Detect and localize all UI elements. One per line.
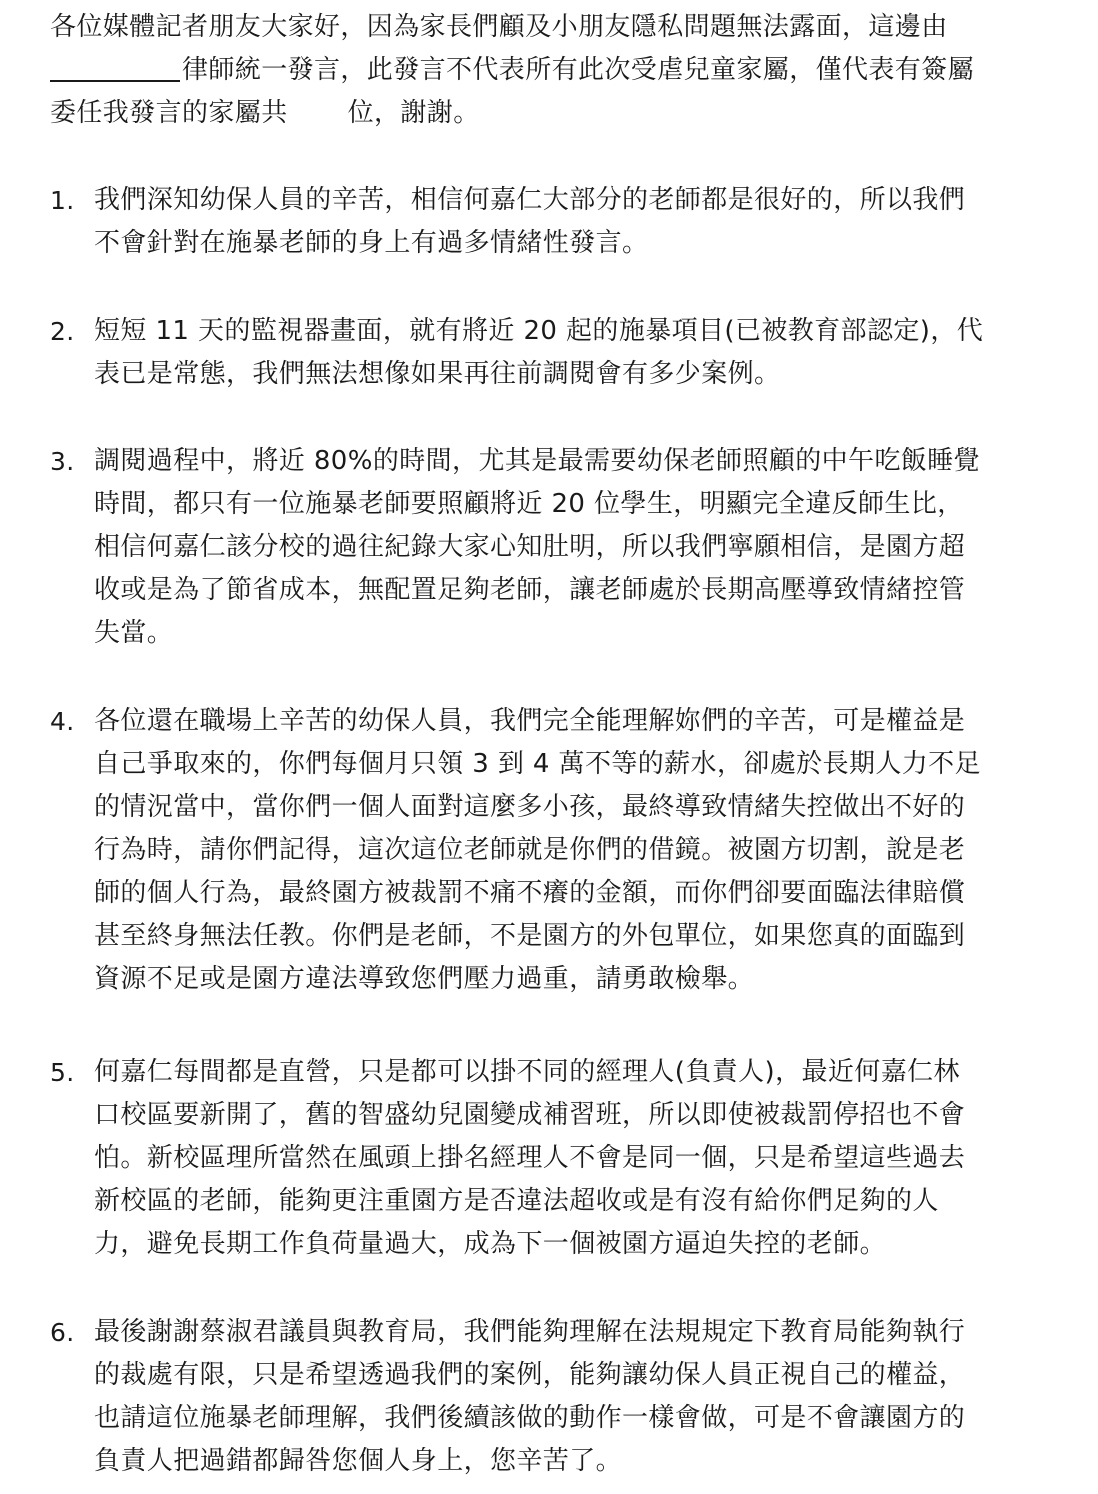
item-line: 何嘉仁每間都是直營，只是都可以掛不同的經理人(負責人)，最近何嘉仁林 <box>94 1057 960 1087</box>
item-line: 也請這位施暴老師理解，我們後續該做的動作一樣會做，可是不會讓園方的 <box>94 1403 966 1433</box>
item-line: 收或是為了節省成本，無配置足夠老師，讓老師處於長期高壓導致情緒控管 <box>94 575 966 605</box>
item-line: 時間，都只有一位施暴老師要照顧將近 20 位學生，明顯完全違反師生比， <box>94 489 964 519</box>
item-line: 不會針對在施暴老師的身上有過多情緒性發言。 <box>94 228 649 258</box>
intro-line <box>50 49 1060 92</box>
item-line: 表已是常態，我們無法想像如果再往前調閱會有多少案例。 <box>94 359 781 389</box>
item-line: 怕。新校區理所當然在風頭上掛名經理人不會是同一個，只是希望這些過去 <box>94 1143 966 1173</box>
item-number: 2. <box>50 317 75 346</box>
lawyer-name-blank <box>50 50 180 82</box>
item-line: 行為時，請你們記得，這次這位老師就是你們的借鏡。被園方切割，說是老 <box>94 835 966 865</box>
item-line: 短短 11 天的監視器畫面，就有將近 20 起的施暴項目(已被教育部認定)，代 <box>94 316 984 346</box>
list-item <box>50 440 1098 655</box>
list-item <box>50 1051 1098 1266</box>
item-line: 各位還在職場上辛苦的幼保人員，我們完全能理解妳們的辛苦，可是權益是 <box>94 706 966 736</box>
intro-line-text: 律師統一發言，此發言不代表所有此次受虐兒童家屬，僅代表有簽屬 <box>182 55 975 85</box>
item-number: 1. <box>50 186 75 215</box>
intro-line <box>50 92 1060 135</box>
item-number: 3. <box>50 447 75 476</box>
item-line: 的情況當中，當你們一個人面對這麼多小孩，最終導致情緒失控做出不好的 <box>94 792 966 822</box>
item-line: 力，避免長期工作負荷量過大，成為下一個被園方逼迫失控的老師。 <box>94 1229 887 1259</box>
intro-line-text: 位，謝謝。 <box>347 98 480 128</box>
intro-paragraph <box>50 0 1060 135</box>
statement-document <box>50 0 1060 1476</box>
list-item <box>50 179 1098 265</box>
item-line: 師的個人行為，最終園方被裁罰不痛不癢的金額，而你們卻要面臨法律賠償 <box>94 878 966 908</box>
item-line: 調閱過程中，將近 80%的時間，尤其是最需要幼保老師照顧的中午吃飯睡覺 <box>94 446 981 476</box>
intro-line: 各位媒體記者朋友大家好，因為家長們顧及小朋友隱私問題無法露面，這邊由 <box>50 12 948 42</box>
item-number: 6. <box>50 1318 75 1347</box>
item-line: 的裁處有限，只是希望透過我們的案例，能夠讓幼保人員正視自己的權益， <box>94 1360 966 1390</box>
intro-line-text: 委任我發言的家屬共 <box>50 98 288 128</box>
item-line: 最後謝謝蔡淑君議員與教育局，我們能夠理解在法規規定下教育局能夠執行 <box>94 1317 966 1347</box>
item-number: 4. <box>50 707 75 736</box>
item-line: 甚至終身無法任教。你們是老師，不是園方的外包單位，如果您真的面臨到 <box>94 921 966 951</box>
list-item <box>50 700 1098 1001</box>
item-line: 負責人把過錯都歸咎您個人身上，您辛苦了。 <box>94 1446 623 1476</box>
item-line: 失當。 <box>94 618 174 648</box>
item-line: 相信何嘉仁該分校的過往紀錄大家心知肚明，所以我們寧願相信，是園方超 <box>94 532 966 562</box>
list-item <box>50 1311 1098 1483</box>
item-line: 自己爭取來的，你們每個月只領 3 到 4 萬不等的薪水，卻處於長期人力不足 <box>94 749 981 779</box>
item-line: 新校區的老師，能夠更注重園方是否違法超收或是有沒有給你們足夠的人 <box>94 1186 939 1216</box>
item-line: 口校區要新開了，舊的智盛幼兒園變成補習班，所以即使被裁罰停招也不會 <box>94 1100 966 1130</box>
item-line: 我們深知幼保人員的辛苦，相信何嘉仁大部分的老師都是很好的，所以我們 <box>94 185 966 215</box>
item-number: 5. <box>50 1058 75 1087</box>
list-item <box>50 310 1098 396</box>
item-line: 資源不足或是園方違法導致您們壓力過重，請勇敢檢舉。 <box>94 964 755 994</box>
